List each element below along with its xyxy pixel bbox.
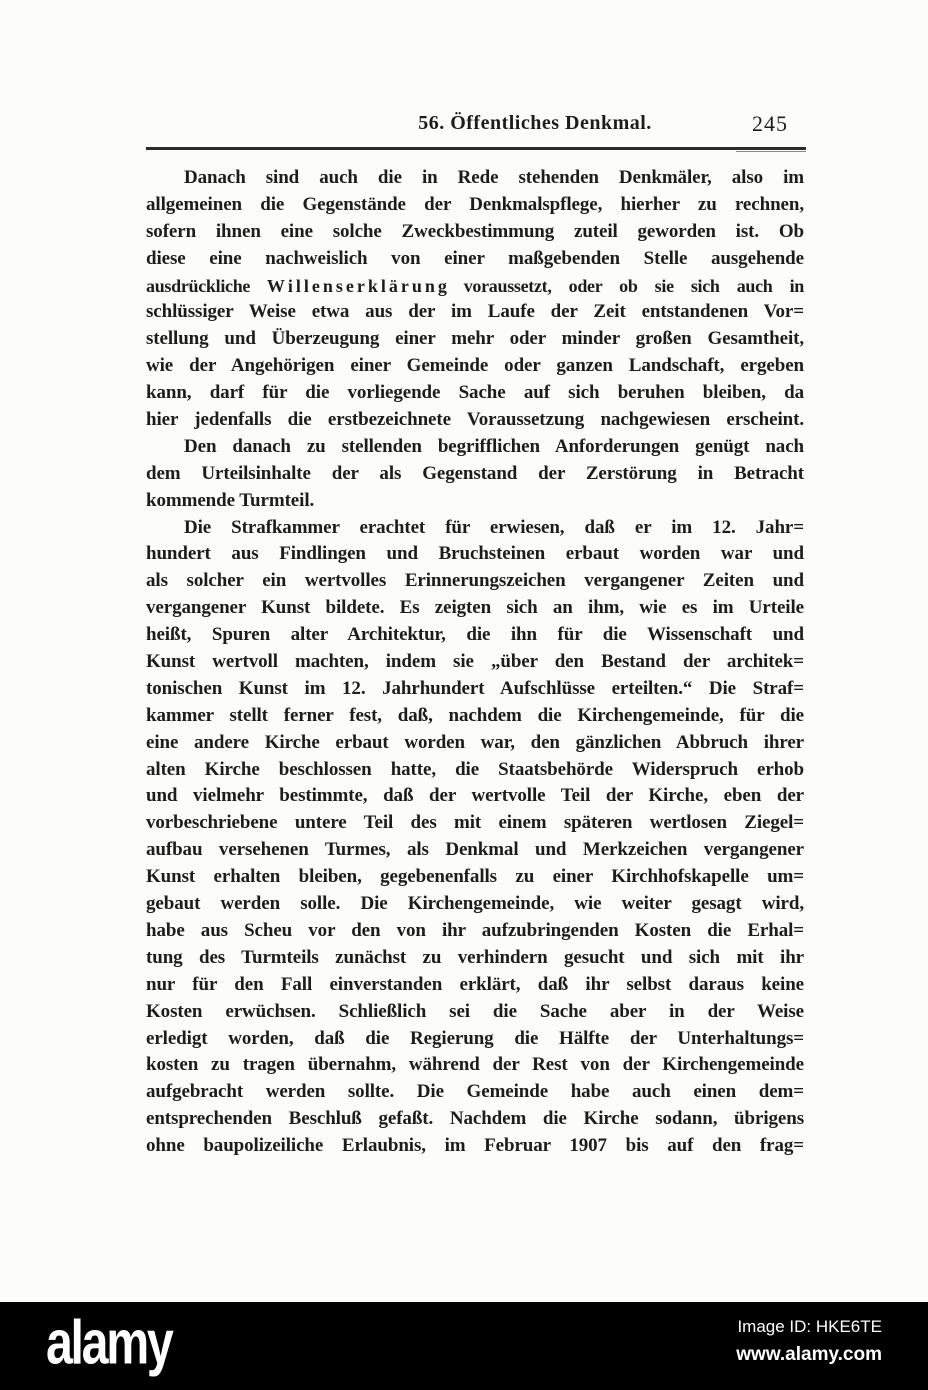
text-line: tung des Turmteils zunächst zu verhindern gesucht und sich mit ihr (146, 946, 804, 968)
text-line: entsprechenden Beschluß gefaßt. Nachdem die Kirche sodann, übrigens (146, 1108, 804, 1130)
text-line: erledigt worden, daß die Regierung die Hälfte der Unterhaltungs= (146, 1027, 804, 1049)
text-line: eine andere Kirche erbaut worden war, den gänzlichen Abbruch ihrer (146, 731, 804, 753)
text-line: kosten zu tragen übernahm, während der Rest von der Kirchengemeinde (146, 1054, 804, 1076)
text-line: heißt, Spuren alter Architektur, die ihn für die Wissenschaft und (146, 624, 804, 646)
text-line: und vielmehr bestimmte, daß der wertvolle Teil der Kirche, eben der (146, 785, 804, 807)
text-line: wie der Angehörigen einer Gemeinde oder ganzen Landschaft, ergeben (146, 355, 804, 377)
text-line: hundert aus Findlingen und Bruchsteinen erbaut worden war und (146, 543, 804, 565)
text-line: alten Kirche beschlossen hatte, die Staatsbehörde Widerspruch erhob (146, 758, 804, 780)
text-line: dem Urteilsinhalte der als Gegenstand der Zerstörung in Betracht (146, 462, 804, 484)
alamy-url-text: www.alamy.com (736, 1344, 882, 1365)
text-line: nur für den Fall einverstanden erklärt, daß ihr selbst daraus keine (146, 973, 804, 995)
text-line: vergangener Kunst bildete. Es zeigten sich an ihm, wie es im Urteile (146, 597, 804, 619)
text-line: kann, darf für die vorliegende Sache auf sich beruhen bleiben, da (146, 382, 804, 404)
text-line: als solcher ein wertvolles Erinnerungszeichen vergangener Zeiten und (146, 570, 804, 592)
running-head (146, 112, 804, 144)
text-line: stellung und Überzeugung einer mehr oder minder großen Gesamtheit, (146, 328, 804, 350)
chapter-heading: 56. Öffentliches Denkmal. (418, 112, 652, 134)
paragraph (146, 165, 804, 434)
text-line: gebaut werden solle. Die Kirchengemeinde, wie weiter gesagt wird, (146, 893, 804, 915)
page-number: 245 (752, 111, 788, 136)
text-line: Kunst erhalten bleiben, gegebenenfalls zu einer Kirchhofskapelle um= (146, 866, 804, 888)
header-rule (146, 147, 806, 150)
alamy-watermark-bar (0, 1302, 928, 1390)
text-line: aufgebracht werden sollte. Die Gemeinde habe auch einen dem= (146, 1081, 804, 1103)
text-line: tonischen Kunst im 12. Jahrhundert Aufschlüsse erteilten.“ Die Straf= (146, 677, 804, 699)
image-id-text: Image ID: HKE6TE (737, 1317, 882, 1336)
text-line: kommende Turmteil. (146, 489, 315, 511)
text-line: kammer stellt ferner fest, daß, nachdem die Kirchengemeinde, für die (146, 704, 804, 726)
text-line: sofern ihnen eine solche Zweckbestimmung zuteil geworden ist. Ob (146, 220, 804, 242)
text-line: hier jedenfalls die erstbezeichnete Voraussetzung nachgewiesen erscheint. (146, 409, 804, 431)
paragraph (146, 434, 804, 515)
text-line: habe aus Scheu vor den von ihr aufzubringenden Kosten die Erhal= (146, 919, 804, 941)
text-line: schlüssiger Weise etwa aus der im Laufe der Zeit entstandenen Vor= (146, 301, 804, 323)
text-line: Kunst wertvoll machten, indem sie „über den Bestand der architek= (146, 651, 804, 673)
text-line: Den danach zu stellenden begrifflichen Anforderungen genügt nach (184, 435, 804, 457)
text-line: ausdrückliche W i l l e n s e r k l ä r u n g voraussetzt, oder ob sie sich auch in (146, 275, 804, 296)
paragraph (146, 515, 804, 1160)
text-line: allgemeinen die Gegenstände der Denkmalspflege, hierher zu rechnen, (146, 193, 804, 215)
text-line: ohne baupolizeiliche Erlaubnis, im Februar 1907 bis auf den frag= (146, 1135, 804, 1157)
body-text (146, 165, 804, 1160)
text-line: aufbau versehenen Turmes, als Denkmal und Merkzeichen vergangener (146, 839, 804, 861)
text-line: vorbeschriebene untere Teil des mit einem späteren wertlosen Ziegel= (146, 812, 804, 834)
text-line: Die Strafkammer erachtet für erwiesen, daß er im 12. Jahr= (184, 516, 804, 538)
text-line: Kosten erwüchsen. Schließlich sei die Sache aber in der Weise (146, 1000, 804, 1022)
alamy-logo: alamy (46, 1308, 172, 1378)
text-line: diese eine nachweislich von einer maßgebenden Stelle ausgehende (146, 247, 804, 269)
text-line: Danach sind auch die in Rede stehenden Denkmäler, also im (184, 167, 804, 188)
watermark-info (736, 1317, 882, 1366)
